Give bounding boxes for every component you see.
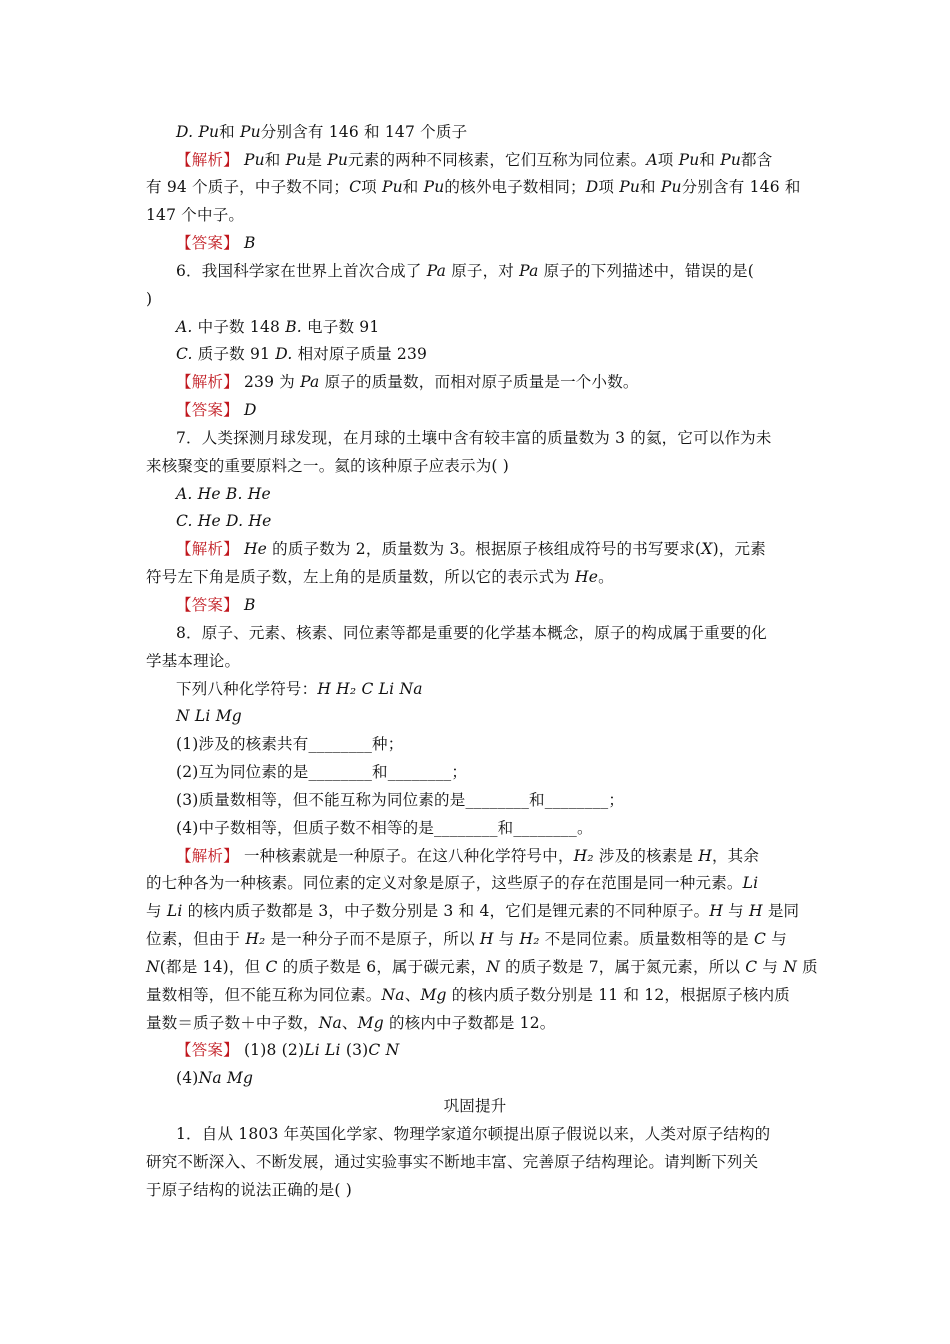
symbol-text: Pu bbox=[381, 178, 403, 196]
symbol-text: C bbox=[368, 1041, 381, 1059]
section-heading bbox=[0, 1096, 950, 1116]
symbol-text: C bbox=[361, 680, 374, 698]
symbol-text: H bbox=[698, 847, 712, 865]
text-run: 6．我国科学家在世界上首次合成了 bbox=[176, 262, 427, 280]
symbol-text: Na bbox=[381, 986, 405, 1004]
section-tag: 【答案】 bbox=[176, 234, 239, 252]
text-run: 下列八种化学符号： bbox=[176, 680, 318, 698]
analysis-7-line-1 bbox=[176, 539, 766, 559]
symbol-text: Li bbox=[304, 1041, 320, 1059]
question-8-symbols-1 bbox=[176, 679, 423, 699]
symbol-text: D bbox=[243, 401, 257, 419]
text-run: 、 bbox=[404, 986, 421, 1004]
symbol-text: Mg bbox=[357, 1014, 384, 1032]
question-8-symbols-2 bbox=[176, 706, 242, 726]
answer-8-line-1 bbox=[176, 1040, 399, 1060]
analysis-8-line-3 bbox=[146, 901, 799, 921]
symbol-text: H bbox=[709, 902, 724, 920]
answer-7 bbox=[176, 595, 256, 615]
symbol-text: C bbox=[265, 958, 278, 976]
text-run: 有 94 个质子，中子数不同； bbox=[146, 178, 350, 196]
symbol-text: Na bbox=[198, 1069, 222, 1087]
symbol-text: He bbox=[248, 512, 272, 530]
answer-8-line-2 bbox=[176, 1068, 253, 1088]
symbol-text: Li bbox=[325, 1041, 341, 1059]
symbol-text: A bbox=[646, 151, 658, 169]
text-run: ，其余 bbox=[711, 847, 760, 865]
text-run: 相对原子质量 239 bbox=[292, 345, 428, 363]
symbol-text: He bbox=[197, 485, 221, 503]
symbol-text: Na bbox=[399, 680, 423, 698]
symbol-text: Pu bbox=[198, 123, 220, 141]
text-run: 来核聚变的重要原料之一。氦的该种原子应表示为( ) bbox=[146, 457, 510, 475]
text-run: 和 bbox=[402, 178, 424, 196]
text-run: 分别含有 146 和 147 个质子 bbox=[260, 123, 468, 141]
symbol-text: Pu bbox=[285, 151, 307, 169]
symbol-text: He bbox=[575, 568, 599, 586]
analysis-8-line-7 bbox=[146, 1013, 556, 1033]
text-run: 147 个中子。 bbox=[146, 206, 245, 224]
text-run: 和 bbox=[640, 178, 661, 196]
symbol-text: D. bbox=[226, 512, 244, 530]
text-run: (2)互为同位素的是________和________； bbox=[176, 763, 468, 781]
symbol-text: Mg bbox=[215, 707, 242, 725]
symbol-text: C bbox=[349, 178, 362, 196]
symbol-text: Pa bbox=[519, 262, 539, 280]
symbol-text: X bbox=[701, 540, 713, 558]
question-8-line-1 bbox=[176, 623, 767, 643]
symbol-text: H bbox=[479, 930, 494, 948]
symbol-text: B bbox=[243, 596, 256, 614]
text-run: 元素的两种不同核素，它们互称为同位素。 bbox=[348, 151, 647, 169]
symbol-text: Na bbox=[318, 1014, 342, 1032]
text-run: (3) bbox=[340, 1041, 369, 1059]
text-run: 项 bbox=[657, 151, 679, 169]
text-run: 是 bbox=[306, 151, 328, 169]
text-run: 的质子数是 6，属于碳元素， bbox=[277, 958, 487, 976]
analysis-5-line-2 bbox=[146, 177, 801, 197]
symbol-text: H bbox=[749, 902, 763, 920]
text-run: 巩固提升 bbox=[443, 1097, 507, 1115]
text-run: (1)涉及的核素共有________种； bbox=[176, 735, 404, 753]
text-run: 的核内质子数分别是 11 和 12，根据原子核内质 bbox=[446, 986, 790, 1004]
symbol-text: He bbox=[197, 512, 221, 530]
option-d-5 bbox=[176, 122, 467, 142]
text-run: (3)质量数相等，但不能互称为同位素的是________和________； bbox=[176, 791, 625, 809]
section-tag: 【解析】 bbox=[176, 373, 239, 391]
symbol-text: Li bbox=[742, 874, 759, 892]
question-8-line-2 bbox=[146, 651, 240, 671]
analysis-8-line-4 bbox=[146, 929, 787, 949]
analysis-8-line-2 bbox=[146, 873, 758, 893]
question-8-part-1 bbox=[176, 734, 403, 754]
text-run: (1)8 (2) bbox=[238, 1041, 305, 1059]
question-6-line-1 bbox=[176, 261, 754, 281]
text-run: 量数相等，但不能互称为同位素。 bbox=[146, 986, 382, 1004]
question-8-part-3 bbox=[176, 790, 624, 810]
text-run: 项 bbox=[361, 178, 382, 196]
symbol-text: H₂ bbox=[245, 930, 266, 948]
options-6-cd bbox=[176, 344, 427, 364]
symbol-text: Pu bbox=[239, 123, 261, 141]
symbol-text: A. bbox=[176, 318, 193, 336]
symbol-text: Pa bbox=[426, 262, 447, 280]
text-run: 质 bbox=[797, 958, 818, 976]
text-run: 7．人类探测月球发现，在月球的土壤中含有较丰富的质量数为 3 的氦，它可以作为未 bbox=[176, 429, 772, 447]
text-run: 与 bbox=[757, 958, 784, 976]
question-7-line-1 bbox=[176, 428, 772, 448]
text-run: 量数＝质子数＋中子数， bbox=[146, 1014, 319, 1032]
text-run: 原子，对 bbox=[446, 262, 520, 280]
text-run: 与 bbox=[493, 930, 520, 948]
practice-1-line-3 bbox=[146, 1180, 352, 1200]
question-8-part-4 bbox=[176, 818, 593, 838]
symbol-text: Mg bbox=[226, 1069, 254, 1087]
symbol-text: Pu bbox=[619, 178, 641, 196]
text-run: 分别含有 146 和 bbox=[681, 178, 801, 196]
text-run: 是同 bbox=[762, 902, 800, 920]
question-8-part-2 bbox=[176, 762, 467, 782]
symbol-text: N bbox=[783, 958, 798, 976]
symbol-text: Pu bbox=[720, 151, 742, 169]
options-7-cd bbox=[176, 511, 271, 531]
text-run: 不是同位素。质量数相等的是 bbox=[539, 930, 755, 948]
section-tag: 【答案】 bbox=[176, 401, 239, 419]
text-run: 的七种各为一种核素。同位素的定义对象是原子，这些原子的存在范围是同一种元素。 bbox=[146, 874, 743, 892]
symbol-text: C bbox=[754, 930, 767, 948]
symbol-text: B bbox=[243, 234, 256, 252]
symbol-text: Pu bbox=[327, 151, 349, 169]
text-run: 中子数 148 bbox=[192, 318, 286, 336]
symbol-text: H bbox=[317, 680, 332, 698]
practice-1-line-1 bbox=[176, 1124, 770, 1144]
text-run: 都含 bbox=[741, 151, 773, 169]
symbol-text: N bbox=[176, 707, 190, 725]
section-tag: 【解析】 bbox=[176, 540, 239, 558]
text-run: 、 bbox=[341, 1014, 358, 1032]
text-run: 学基本理论。 bbox=[146, 652, 241, 670]
text-run: 是一种分子而不是原子，所以 bbox=[265, 930, 480, 948]
symbol-text: Pa bbox=[300, 373, 320, 391]
symbol-text: N bbox=[486, 958, 500, 976]
text-run: 8．原子、元素、核素、同位素等都是重要的化学基本概念，原子的构成属于重要的化 bbox=[176, 624, 767, 642]
text-run: 一种核素就是一种原子。在这八种化学符号中， bbox=[238, 847, 574, 865]
text-run: 与 bbox=[723, 902, 749, 920]
text-run: 位素，但由于 bbox=[146, 930, 246, 948]
text-run: 项 bbox=[598, 178, 620, 196]
symbol-text: H₂ bbox=[573, 847, 594, 865]
analysis-8-line-6 bbox=[146, 985, 790, 1005]
options-7-ab bbox=[176, 484, 271, 504]
section-tag: 【答案】 bbox=[176, 1041, 239, 1059]
options-6-ab bbox=[176, 317, 379, 337]
symbol-text: B. bbox=[285, 318, 302, 336]
analysis-6 bbox=[176, 372, 639, 392]
text-run: 与 bbox=[146, 902, 167, 920]
symbol-text: Mg bbox=[420, 986, 447, 1004]
text-run: 的质子数为 2，质量数为 3。根据原子核组成符号的书写要求( bbox=[267, 540, 702, 558]
section-tag: 【解析】 bbox=[176, 847, 239, 865]
text-run: 和 bbox=[699, 151, 721, 169]
symbol-text: Li bbox=[194, 707, 211, 725]
analysis-7-line-2 bbox=[146, 567, 614, 587]
symbol-text: Pu bbox=[660, 178, 682, 196]
question-6-line-2 bbox=[146, 289, 152, 309]
text-run: (4) bbox=[176, 1069, 199, 1087]
symbol-text: H₂ bbox=[519, 930, 540, 948]
text-run: (都是 14)，但 bbox=[159, 958, 266, 976]
answer-5 bbox=[176, 233, 256, 253]
symbol-text: B. bbox=[225, 485, 243, 503]
symbol-text: D. bbox=[275, 345, 293, 363]
text-run: (4)中子数相等，但质子数不相等的是________和________。 bbox=[176, 819, 593, 837]
symbol-text: Pu bbox=[423, 178, 445, 196]
text-run: 239 为 bbox=[238, 373, 301, 391]
symbol-text: N bbox=[146, 958, 160, 976]
text-run: 。 bbox=[598, 568, 614, 586]
text-run: 的质子数是 7，属于氮元素，所以 bbox=[499, 958, 746, 976]
text-run: 1．自从 1803 年英国化学家、物理学家道尔顿提出原子假说以来，人类对原子结构的 bbox=[176, 1125, 771, 1143]
symbol-text: D. bbox=[176, 123, 194, 141]
text-run: 电子数 91 bbox=[301, 318, 380, 336]
answer-6 bbox=[176, 400, 257, 420]
symbol-text: Pu bbox=[678, 151, 700, 169]
analysis-8-line-5 bbox=[146, 957, 818, 977]
symbol-text: C bbox=[745, 958, 758, 976]
text-run: 原子的质量数，而相对原子质量是一个小数。 bbox=[319, 373, 639, 391]
symbol-text: H₂ bbox=[336, 680, 357, 698]
text-run: 原子的下列描述中，错误的是( bbox=[538, 262, 754, 280]
analysis-5-line-1 bbox=[176, 150, 772, 170]
symbol-text: D bbox=[585, 178, 599, 196]
symbol-text: Pu bbox=[243, 151, 265, 169]
section-tag: 【答案】 bbox=[176, 596, 239, 614]
analysis-5-line-3 bbox=[146, 205, 244, 225]
symbol-text: He bbox=[247, 485, 271, 503]
text-run: 的核外电子数相同； bbox=[444, 178, 586, 196]
text-run: )，元素 bbox=[712, 540, 766, 558]
symbol-text: A. bbox=[176, 485, 193, 503]
symbol-text: Li bbox=[378, 680, 395, 698]
text-run: 的核内质子数都是 3，中子数分别是 3 和 4，它们是锂元素的不同种原子。 bbox=[182, 902, 710, 920]
text-run: 的核内中子数都是 12。 bbox=[383, 1014, 556, 1032]
text-run: 和 bbox=[219, 123, 240, 141]
text-run: 和 bbox=[264, 151, 286, 169]
question-7-line-2 bbox=[146, 456, 509, 476]
section-tag: 【解析】 bbox=[176, 151, 239, 169]
symbol-text: C. bbox=[176, 345, 193, 363]
symbol-text: C. bbox=[176, 512, 193, 530]
practice-1-line-2 bbox=[146, 1152, 758, 1172]
text-run: 涉及的核素是 bbox=[593, 847, 699, 865]
symbol-text: He bbox=[243, 540, 268, 558]
text-run: ) bbox=[146, 290, 153, 308]
text-run: 于原子结构的说法正确的是( ) bbox=[146, 1181, 353, 1199]
analysis-8-line-1 bbox=[176, 846, 759, 866]
text-run: 研究不断深入、不断发展，通过实验事实不断地丰富、完善原子结构理论。请判断下列关 bbox=[146, 1153, 759, 1171]
symbol-text: Li bbox=[166, 902, 183, 920]
text-run: 符号左下角是质子数，左上角的是质量数，所以它的表示式为 bbox=[146, 568, 576, 586]
symbol-text: N bbox=[385, 1041, 400, 1059]
text-run: 质子数 91 bbox=[192, 345, 276, 363]
text-run: 与 bbox=[766, 930, 787, 948]
